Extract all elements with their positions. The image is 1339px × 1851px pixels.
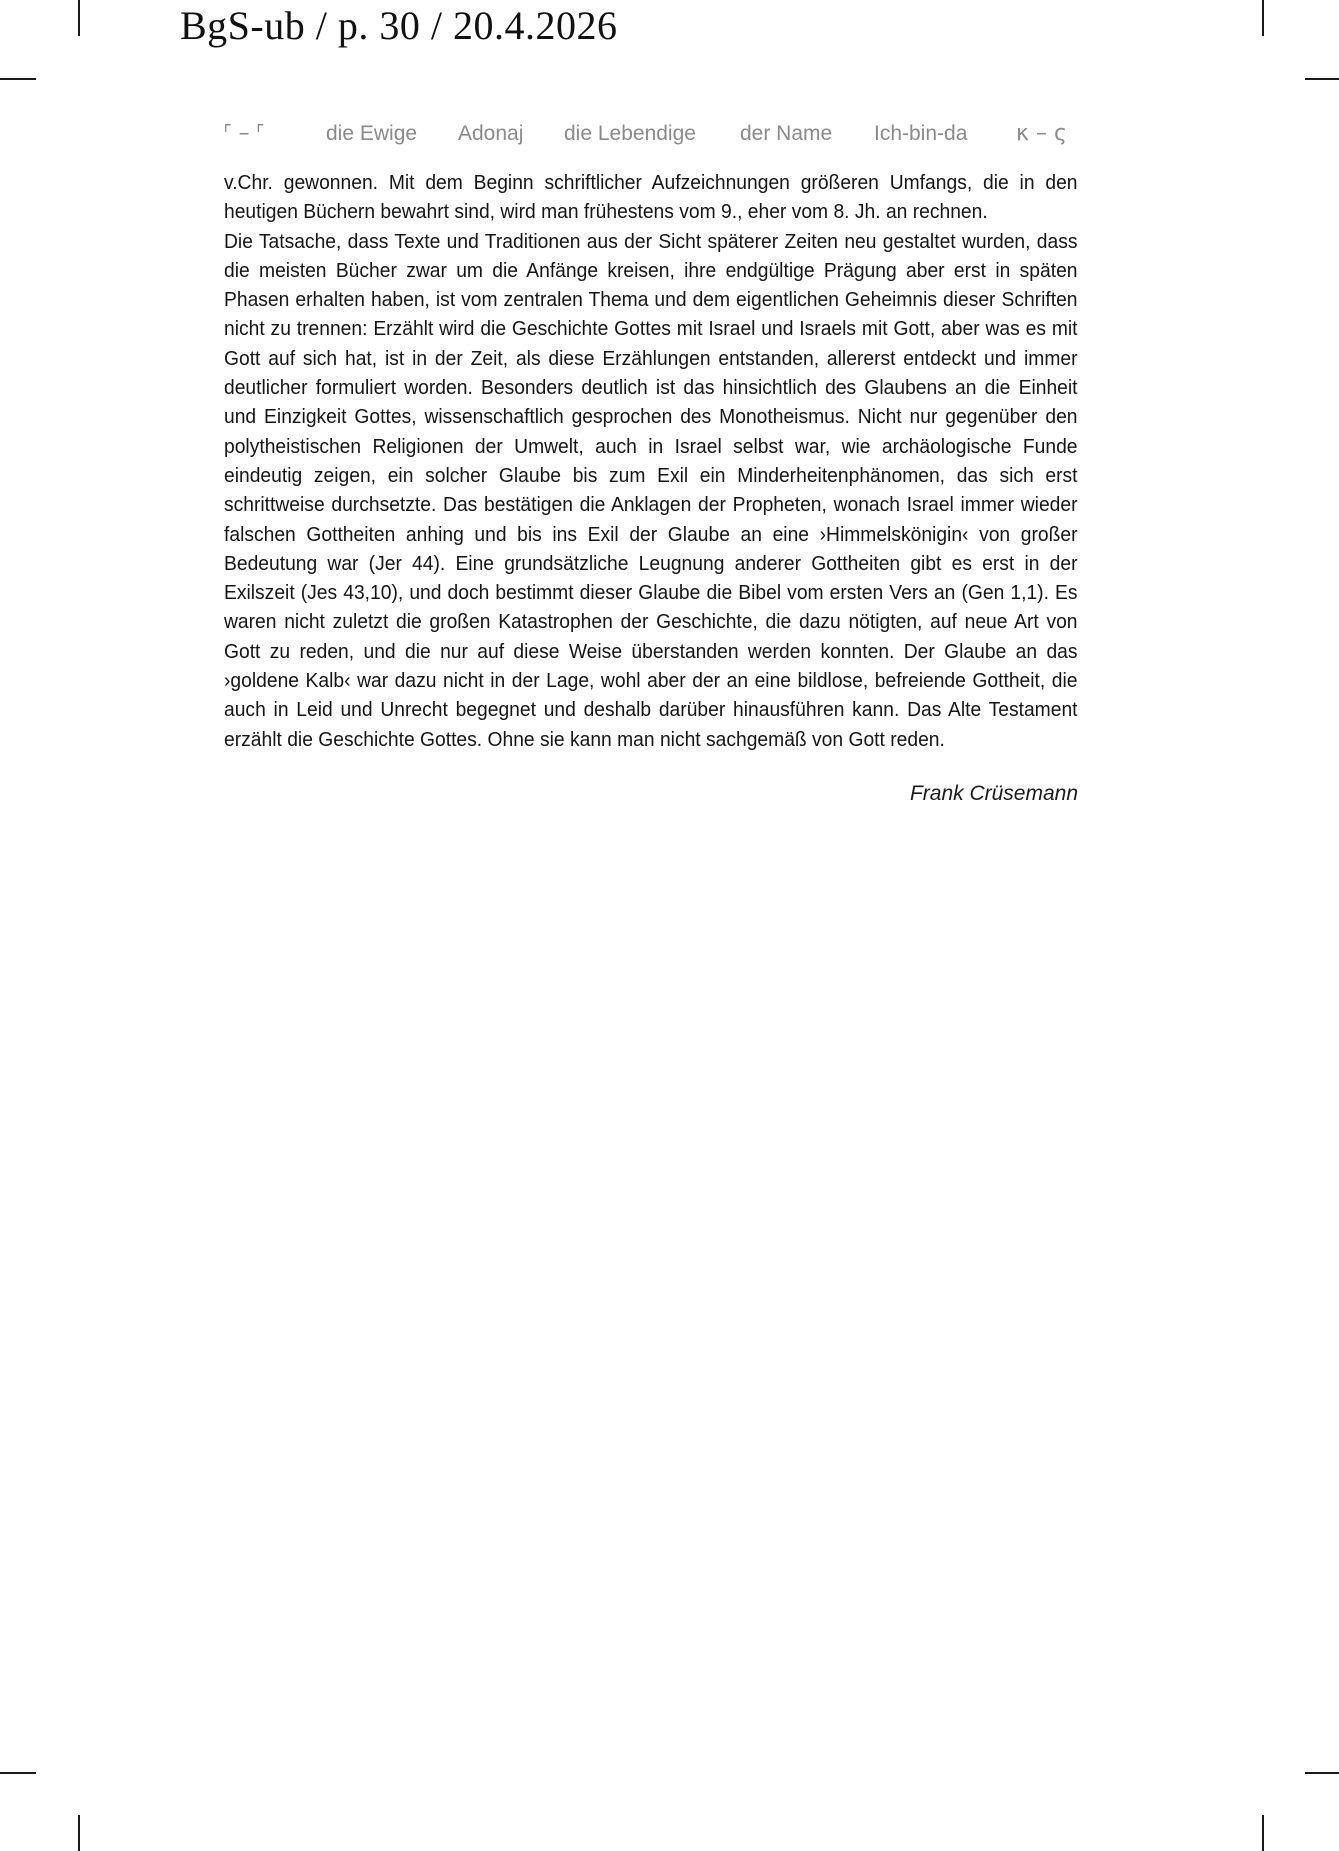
crop-mark-top-left-horizontal <box>0 78 36 80</box>
running-head-name-ich-bin-da: Ich-bin-da <box>874 122 968 145</box>
page-slug: BgS-ub / p. 30 / 20.4.2026 <box>180 3 618 48</box>
crop-mark-bottom-right-horizontal <box>1305 1772 1339 1774</box>
running-head-name-adonaj: Adonaj <box>458 122 524 145</box>
crop-mark-top-left <box>78 0 80 36</box>
running-head-name-ewige: die Ewige <box>326 122 418 145</box>
paragraph: v.Chr. gewonnen. Mit dem Beginn schriftlicher Aufzeichnungen größeren Umfangs, die in den heutigen Büchern bewahrt sind, wird man frühestens vom 9., eher vom 8. Jh. an rechnen. <box>224 171 1078 224</box>
running-head-name-lebendige: die Lebendige <box>564 122 696 145</box>
running-head-name-der-name: der Name <box>740 122 833 145</box>
running-head-left-glyph: ᣘ – ᣘ <box>224 121 265 146</box>
crop-mark-bottom-left <box>78 1815 80 1851</box>
crop-mark-bottom-right <box>1262 1815 1264 1851</box>
running-head-right-glyph: κ – ς <box>1016 121 1067 146</box>
body-text <box>224 168 1078 754</box>
crop-mark-bottom-left-horizontal <box>0 1772 36 1774</box>
crop-mark-top-right-horizontal <box>1305 78 1339 80</box>
author-signature: Frank Crüsemann <box>909 782 1078 805</box>
running-head <box>224 118 1078 154</box>
paragraph: Die Tatsache, dass Texte und Traditionen aus der Sicht späterer Zeiten neu gestaltet wurden, dass die meisten Bücher zwar um die Anfänge kreisen, ihre endgültige Prägung aber erst in späten Phasen erhalten haben, ist vom zentralen Thema und dem eigentlichen Geheimnis dieser Schriften nicht zu trennen: Erzählt wird die Geschichte Gottes mit Israel und Israels mit Gott, aber was es mit Gott auf sich hat, ist in der Zeit, als diese Erzählungen entstanden, allererst entdeckt und immer deutlicher formuliert worden. Besonders deutlich ist das hinsichtlich des Glaubens an die Einheit und Einzigkeit Gottes, wissenschaftlich gesprochen des Monotheismus. Nicht nur gegenüber den polytheistischen Religionen der Umwelt, auch in Israel selbst war, wie archäologische Funde eindeutig zeigen, ein solcher Glaube bis zum Exil ein Minderheitenphänomen, das sich erst schrittweise durchsetzte. Das bestätigen die Anklagen der Propheten, wonach Israel immer wieder falschen Gottheiten anhing und bis ins Exil der Glaube an eine ›Himmelskönigin‹ von großer Bedeutung war (Jer 44). Eine grundsätzliche Leugnung anderer Gottheiten gibt es erst in der Exilszeit (Jes 43,10), und doch bestimmt dieser Glaube die Bibel vom ersten Vers an (Gen 1,1). Es waren nicht zuletzt die großen Katastrophen der Geschichte, die dazu nötigten, auf neue Art von Gott zu reden, und die nur auf diese Weise überstanden werden konnten. Der Glaube an das ›goldene Kalb‹ war dazu nicht in der Lage, wohl aber der an eine bildlose, befreiende Gottheit, die auch in Leid und Unrecht begegnet und deshalb darüber hinausführen kann. Das Alte Testament erzählt die Geschichte Gottes. Ohne sie kann man nicht sachgemäß von Gott reden. <box>224 229 1078 751</box>
crop-mark-top-right <box>1262 0 1264 36</box>
